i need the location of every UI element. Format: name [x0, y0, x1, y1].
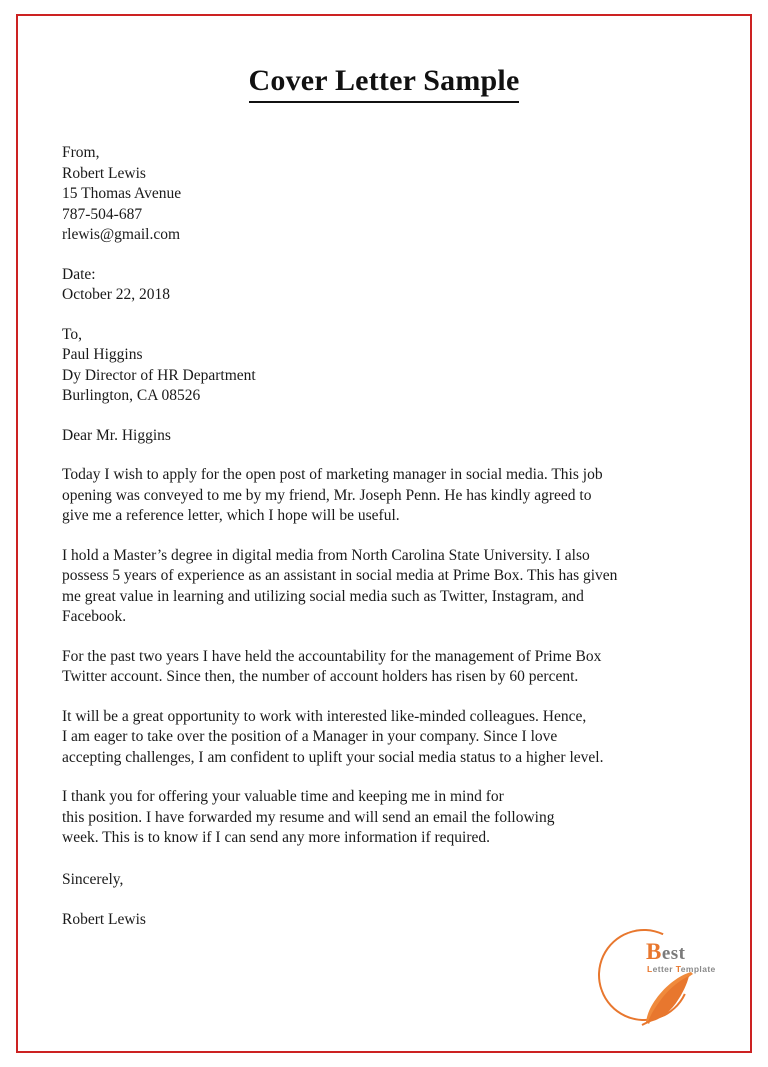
paragraph-line: For the past two years I have held the accountability for the management of Prime Box — [62, 647, 602, 665]
page-title-text: Cover Letter Sample — [249, 64, 520, 103]
paragraph-line: I thank you for offering your valuable time and keeping me in mind for — [62, 788, 504, 805]
page-title — [62, 64, 706, 103]
closing: Sincerely, — [62, 870, 124, 888]
logo-name — [646, 939, 686, 965]
body-paragraph-3 — [62, 647, 706, 688]
logo-tagline-rest: etter — [652, 964, 676, 974]
date-label: Date: — [62, 265, 96, 283]
recipient-name: Paul Higgins — [62, 346, 143, 363]
body-paragraph-4 — [62, 707, 706, 769]
paragraph-line: accepting challenges, I am confident to uplift your social media status to a higher level. — [62, 748, 604, 766]
sender-name: Robert Lewis — [62, 164, 146, 182]
feather-icon — [636, 969, 698, 1027]
recipient-title: Dy Director of HR Department — [62, 366, 256, 384]
body-paragraph-1 — [62, 465, 706, 527]
paragraph-line: It will be a great opportunity to work with interested like-minded colleagues. Hence, — [62, 707, 587, 725]
logo-tagline-second-initial: T — [675, 964, 681, 974]
body-paragraph-2 — [62, 546, 706, 628]
paragraph-line: this position. I have forwarded my resume and will send an email the following — [62, 808, 555, 826]
document-border-frame — [16, 14, 752, 1053]
paragraph-line: Twitter account. Since then, the number of account holders has risen by 60 percent. — [62, 668, 579, 685]
paragraph-line: week. This is to know if I can send any more information if required. — [62, 829, 491, 846]
recipient-address: Burlington, CA 08526 — [62, 387, 201, 404]
sender-phone: 787-504-687 — [62, 205, 143, 223]
paragraph-line: give me a reference letter, which I hope will be useful. — [62, 507, 400, 524]
body-paragraph-5 — [62, 787, 706, 849]
sender-email: rlewis@gmail.com — [62, 226, 181, 243]
paragraph-line: I hold a Master’s degree in digital media from North Carolina State University. I also — [62, 546, 590, 564]
paragraph-line: opening was conveyed to me by my friend, Mr. Joseph Penn. He has kindly agreed to — [62, 486, 592, 504]
logo-tagline-initial: L — [647, 964, 653, 974]
paragraph-line: Today I wish to apply for the open post of marketing manager in social media. This job — [62, 466, 603, 483]
sender-label: From, — [62, 144, 100, 161]
paragraph-line: possess 5 years of experience as an assistant in social media at Prime Box. This has given — [62, 567, 618, 584]
sender-block — [62, 143, 706, 246]
logo-name-initial: B — [646, 939, 662, 964]
brand-logo — [590, 923, 730, 1029]
letter-body — [62, 143, 706, 931]
date-value: October 22, 2018 — [62, 286, 171, 303]
logo-tagline-end: emplate — [680, 964, 716, 974]
recipient-label: To, — [62, 325, 83, 343]
paragraph-line: I am eager to take over the position of a Manager in your company. Since I love — [62, 728, 558, 745]
paragraph-line: Facebook. — [62, 608, 127, 625]
salutation: Dear Mr. Higgins — [62, 426, 171, 444]
sender-street: 15 Thomas Avenue — [62, 185, 182, 202]
paragraph-line: me great value in learning and utilizing social media such as Twitter, Instagram, and — [62, 587, 584, 605]
signature-name: Robert Lewis — [62, 911, 146, 928]
date-block — [62, 265, 706, 306]
recipient-block — [62, 325, 706, 407]
logo-name-rest: est — [661, 943, 686, 964]
